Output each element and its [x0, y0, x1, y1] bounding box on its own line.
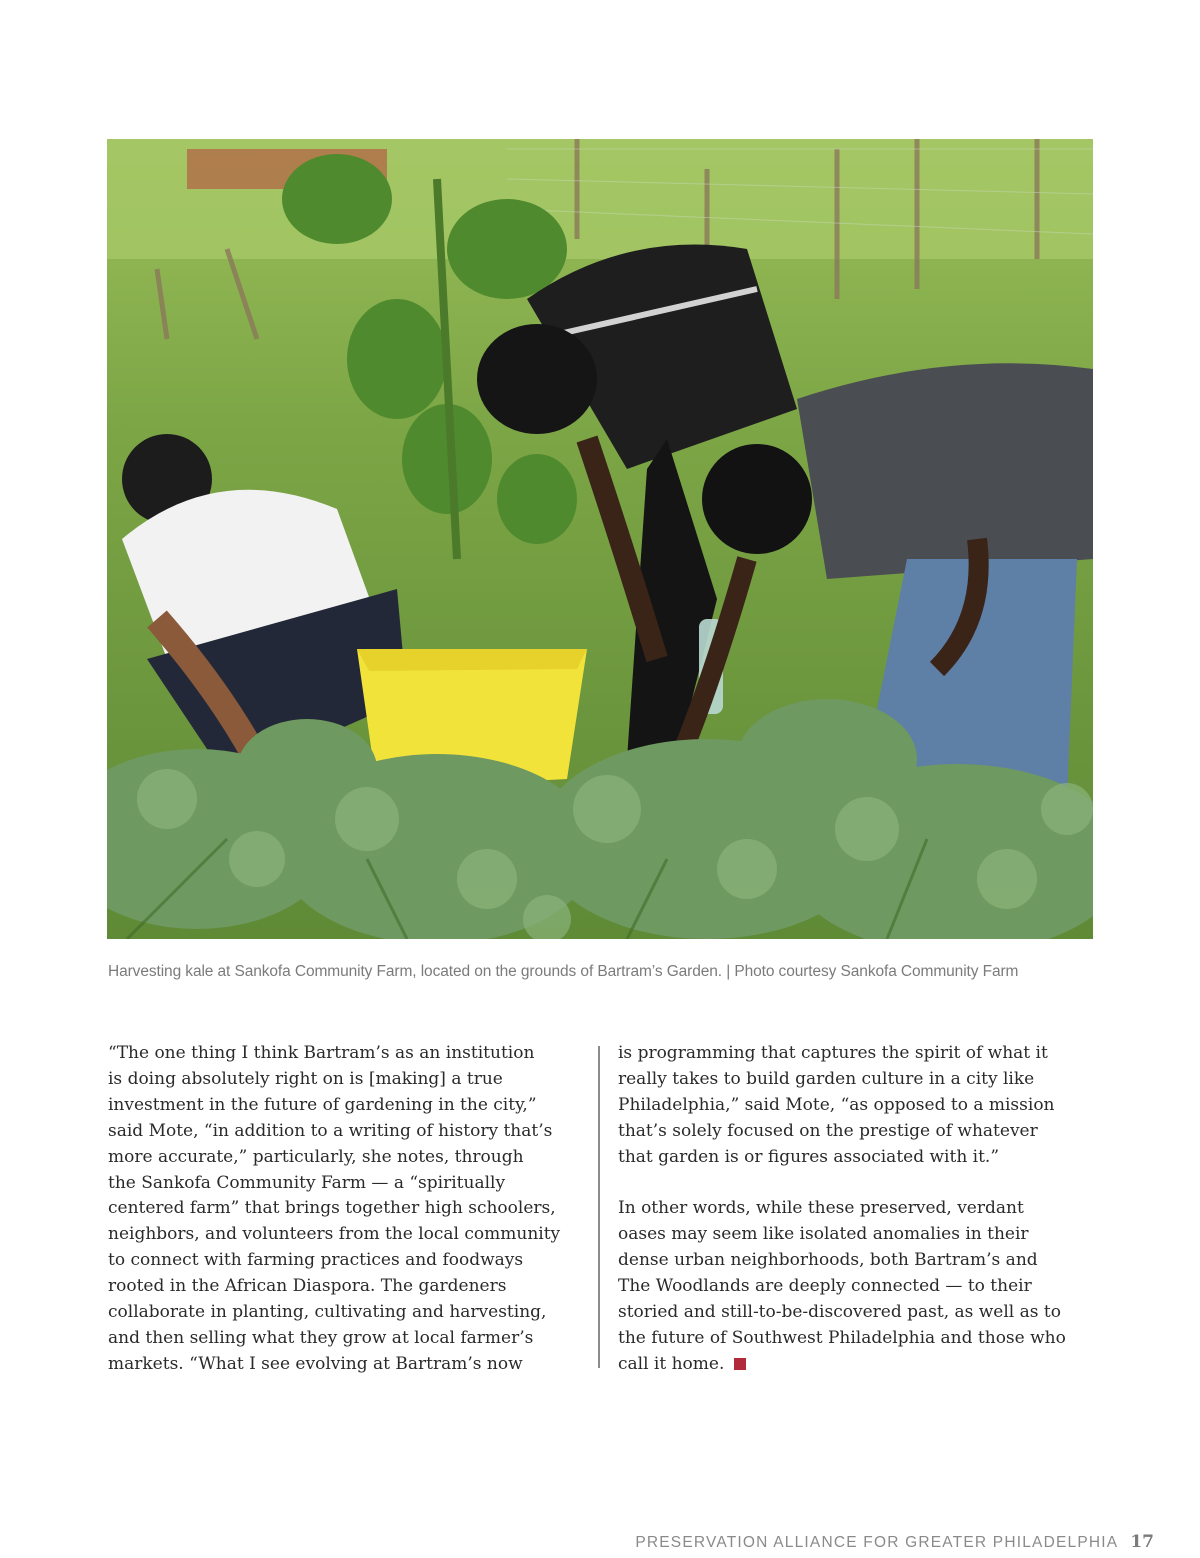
body-line: rooted in the African Diaspora. The gardeners [108, 1276, 507, 1297]
body-line: more accurate,” particularly, she notes, through [108, 1146, 524, 1167]
body-line: oases may seem like isolated anomalies in their [618, 1224, 1029, 1245]
body-column-right [618, 1041, 1098, 1378]
body-line: to connect with farming practices and foodways [108, 1250, 524, 1271]
body-line: and then selling what they grow at local farmer’s [108, 1327, 534, 1348]
column-divider [598, 1046, 600, 1368]
body-line: storied and still-to-be-discovered past, as well as to [618, 1302, 1061, 1323]
body-line: is doing absolutely right on is [making] a true [108, 1068, 503, 1089]
body-line: that’s solely focused on the prestige of whatever [618, 1120, 1038, 1141]
body-line: that garden is or figures associated with it.” [618, 1146, 1000, 1167]
body-line: markets. “What I see evolving at Bartram’s now [108, 1353, 523, 1374]
body-line: really takes to build garden culture in a city like [618, 1068, 1035, 1089]
body-line: said Mote, “in addition to a writing of history that’s [108, 1120, 553, 1141]
body-line: collaborate in planting, cultivating and harvesting, [108, 1302, 547, 1323]
body-line: centered farm” that brings together high schoolers, [108, 1198, 556, 1219]
body-line-last [618, 1352, 1098, 1378]
body-line: the future of Southwest Philadelphia and those who [618, 1327, 1066, 1348]
body-line: dense urban neighborhoods, both Bartram’s and [618, 1250, 1038, 1271]
body-line: the Sankofa Community Farm — a “spiritually [108, 1172, 506, 1193]
paragraph-gap [618, 1171, 1098, 1197]
body-line-text: call it home. [618, 1353, 725, 1374]
body-column-left [108, 1041, 588, 1378]
body-line: neighbors, and volunteers from the local community [108, 1224, 561, 1245]
footer-organization: PRESERVATION ALLIANCE FOR GREATER PHILADELPHIA [635, 1534, 1119, 1551]
body-line: investment in the future of gardening in the city,” [108, 1094, 537, 1115]
page-footer [635, 1532, 1154, 1552]
end-of-article-mark [734, 1358, 746, 1370]
body-line: “The one thing I think Bartram’s as an institution [108, 1043, 535, 1063]
body-line: is programming that captures the spirit of what it [618, 1043, 1048, 1063]
body-line: Philadelphia,” said Mote, “as opposed to a mission [618, 1094, 1055, 1115]
photo-illustration [107, 139, 1093, 939]
body-line: The Woodlands are deeply connected — to their [618, 1276, 1032, 1297]
page-number: 17 [1130, 1532, 1154, 1552]
photo-caption: Harvesting kale at Sankofa Community Farm, located on the grounds of Bartram’s Garden. | Photo courtesy Sankofa Community Farm [108, 963, 1019, 980]
body-line: In other words, while these preserved, verdant [618, 1198, 1024, 1219]
farm-harvest-photo [107, 139, 1093, 939]
